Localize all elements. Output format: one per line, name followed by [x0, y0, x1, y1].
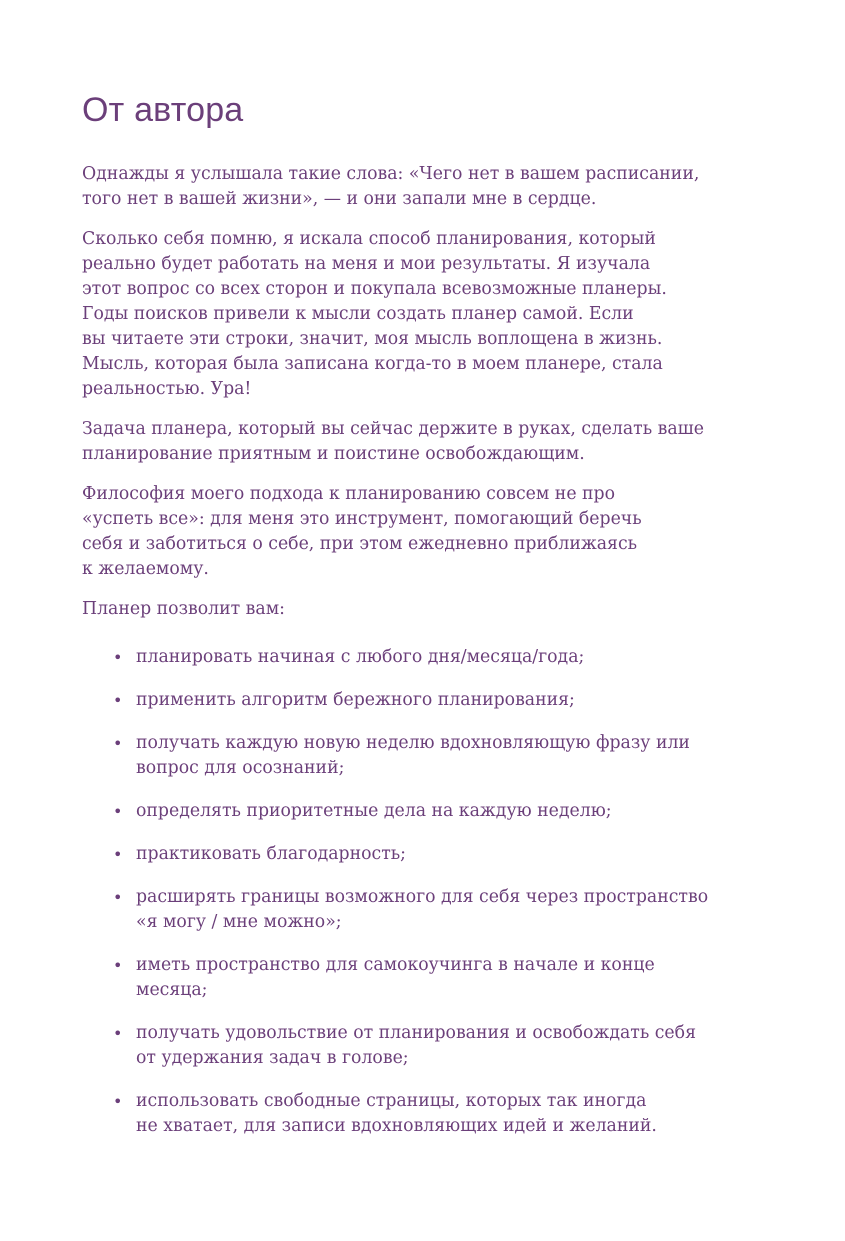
- page-title: От автора: [82, 91, 244, 129]
- bullet-icon: •: [113, 888, 123, 907]
- text-line: реальностью. Ура!: [82, 379, 252, 399]
- text-line: иметь пространство для самокоучинга в начале и конце: [136, 955, 655, 975]
- bullet-icon: •: [113, 956, 123, 975]
- feature-list: [82, 645, 747, 1139]
- text-line: применить алгоритм бережного планирования;: [136, 690, 575, 710]
- bullet-icon: •: [113, 648, 123, 667]
- paragraph-goal: [82, 417, 747, 467]
- text-line: Задача планера, который вы сейчас держите в руках, сделать ваше: [82, 419, 704, 439]
- bullet-icon: •: [113, 1024, 123, 1043]
- paragraph-quote: [82, 162, 747, 212]
- text-line: получать удовольствие от планирования и освобождать себя: [136, 1023, 696, 1043]
- text-line: к желаемому.: [82, 559, 209, 579]
- text-line: «успеть все»: для меня это инструмент, помогающий беречь: [82, 509, 642, 529]
- text-line: использовать свободные страницы, которых так иногда: [136, 1091, 647, 1111]
- text-line: того нет в вашей жизни», — и они запали мне в сердце.: [82, 189, 597, 209]
- text-line: практиковать благодарность;: [136, 844, 407, 864]
- text-line: расширять границы возможного для себя через пространство: [136, 887, 709, 907]
- text-line: этот вопрос со всех сторон и покупала всевозможные планеры.: [82, 279, 667, 299]
- bullet-icon: •: [113, 802, 123, 821]
- list-item: [82, 731, 747, 781]
- bullet-icon: •: [113, 734, 123, 753]
- text-line: Однажды я услышала такие слова: «Чего нет в вашем расписании,: [82, 164, 700, 184]
- list-item: [82, 688, 747, 713]
- text-line: получать каждую новую неделю вдохновляющую фразу или: [136, 733, 690, 753]
- text-line: вы читаете эти строки, значит, моя мысль воплощена в жизнь.: [82, 329, 663, 349]
- text-line: планировать начиная с любого дня/месяца/года;: [136, 647, 585, 667]
- text-line: Планер позволит вам:: [82, 599, 285, 619]
- list-item: [82, 885, 747, 935]
- text-line: планирование приятным и поистине освобождающим.: [82, 444, 585, 464]
- body-text: [82, 162, 747, 1139]
- text-line: Сколько себя помню, я искала способ планирования, который: [82, 229, 656, 249]
- list-item: [82, 1089, 747, 1139]
- bullet-icon: •: [113, 691, 123, 710]
- text-line: вопрос для осознаний;: [136, 758, 345, 778]
- paragraph-list-intro: [82, 597, 747, 622]
- text-line: месяца;: [136, 980, 208, 1000]
- text-line: Мысль, которая была записана когда-то в моем планере, стала: [82, 354, 663, 374]
- bullet-icon: •: [113, 845, 123, 864]
- list-item: [82, 645, 747, 670]
- text-line: Философия моего подхода к планированию совсем не про: [82, 484, 616, 504]
- text-line: не хватает, для записи вдохновляющих идей и желаний.: [136, 1116, 657, 1136]
- text-line: определять приоритетные дела на каждую неделю;: [136, 801, 612, 821]
- list-item: [82, 953, 747, 1003]
- list-item: [82, 1021, 747, 1071]
- list-item: [82, 799, 747, 824]
- bullet-icon: •: [113, 1092, 123, 1111]
- text-line: Годы поисков привели к мысли создать планер самой. Если: [82, 304, 634, 324]
- text-line: «я могу / мне можно»;: [136, 912, 342, 932]
- text-line: от удержания задач в голове;: [136, 1048, 409, 1068]
- list-item: [82, 842, 747, 867]
- text-line: реально будет работать на меня и мои результаты. Я изучала: [82, 254, 651, 274]
- paragraph-philosophy: [82, 482, 747, 582]
- paragraph-search: [82, 227, 747, 402]
- text-line: себя и заботиться о себе, при этом ежедневно приближаясь: [82, 534, 638, 554]
